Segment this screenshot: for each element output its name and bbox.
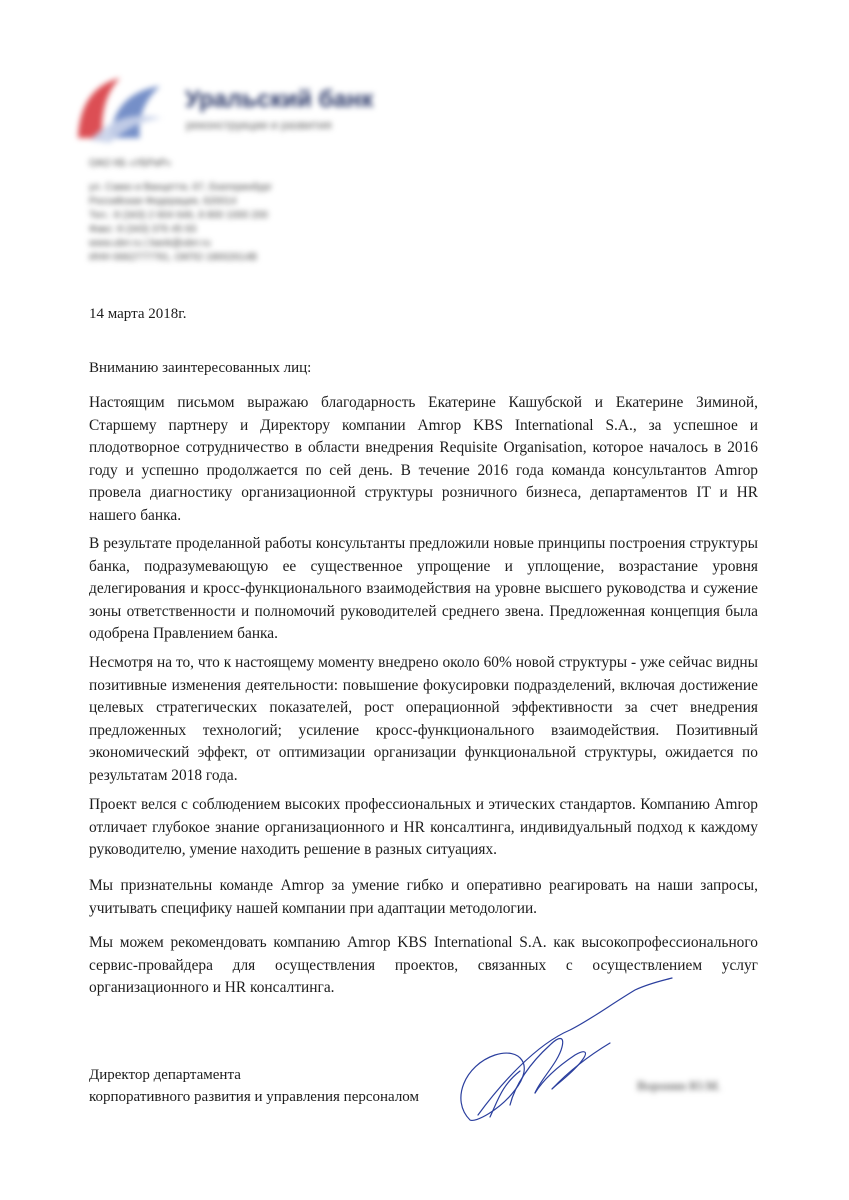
paragraph-recommendation: Мы можем рекомендовать компанию Amrop KBS International S.A. как высокопрофессионального сервис-провайдера для осуществления проектов, связанных с осуществлением услуг организационного и HR консалтинга. [89, 934, 758, 997]
web-line: www.ubrr.ru | bank@ubrr.ru [89, 238, 211, 249]
paragraph-gratitude: Настоящим письмом выражаю благодарность Екатерине Кашубской и Екатерине Зиминой, Старшему партнеру и Директору компании Amrop KBS International S.A., за успешное и плодотворное сотрудничество в области внедрения Requisite Organisation, которое началось в 2016 году и успешно продолжается по сей день. В течение 2016 года команда консультантов Amrop провела диагностику организационной структуры розничного бизнеса, департаментов IT и HR нашего банка. [89, 394, 758, 524]
bank-company-name: ОАО КБ «УБРиР» [89, 158, 172, 169]
fax-line: Факс: 8 (343) 376 45 93 [89, 224, 197, 235]
bank-name: Уральский банк [185, 86, 374, 113]
paragraph-changes: Несмотря на то, что к настоящему моменту внедрено около 60% новой структуры - уже сейчас видны позитивные изменения деятельности: повышение фокусировки подразделений, включая достижение целевых стратегических показателей, рост операционной эффективности за счет внедрения предложенных технологий; усиление кросс-функционального взаимодействия. Позитивный экономический эффект, от оптимизации организации функциональной структуры, ожидается по результатам 2018 года. [89, 654, 758, 784]
phone-line: Тел.: 8 (343) 2 604 646, 8 800 1000 200 [89, 210, 268, 221]
address-line: ул. Сакко и Ванцетти, 67, Екатеринбург [89, 182, 273, 193]
bank-logo-icon [70, 68, 170, 148]
signer-title-line: Директор департамента [89, 1067, 241, 1083]
registration-line: ИНН 6662777791, ОКПО 18002614В [89, 252, 258, 263]
paragraph-standards: Проект велся с соблюдением высоких профессиональных и этических стандартов. Компанию Amrop отличает глубокое знание организационного и HR консалтинга, индивидуальный подход к каждому руководителю, умение находить решение в разных ситуациях. [89, 796, 758, 859]
paragraph-thanks: Мы признательны команде Amrop за умение гибко и оперативно реагировать на наши запросы, учитывать специфику нашей компании при адаптации методологии. [89, 877, 758, 917]
letter-greeting: Вниманию заинтересованных лиц: [89, 360, 312, 376]
signer-name: Воронин Ю.М. [637, 1078, 721, 1093]
bank-tagline: реконструкции и развития [186, 118, 332, 132]
handwritten-signature-icon [440, 975, 700, 1125]
letter-date: 14 марта 2018г. [89, 306, 187, 322]
paragraph-results: В результате проделанной работы консультанты предложили новые принципы построения структуры банка, подразумевающую ее существенное упрощение и уплощение, возрастание уровня делегирования и кросс-функционального взаимодействия на уровне высшего руководства и сужение зоны ответственности и полномочий руководителей среднего звена. Предложенная концепция была одобрена Правлением банка. [89, 535, 758, 643]
bank-address-block [89, 181, 272, 265]
signer-title [89, 1064, 419, 1108]
signer-title-line: корпоративного развития и управления персоналом [89, 1089, 420, 1105]
address-line: Российская Федерация, 620014 [89, 196, 237, 207]
